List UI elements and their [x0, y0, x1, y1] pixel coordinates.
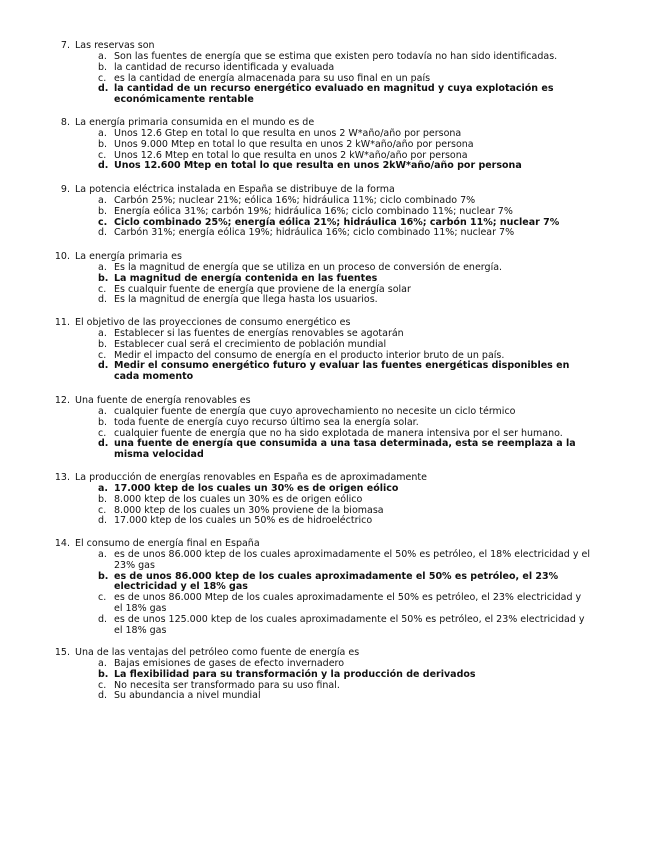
- option-letter: b.: [98, 493, 108, 505]
- option-letter: a.: [98, 195, 107, 206]
- option-text: una fuente de energía que consumida a una tasa determinada, esta se reemplaza a la misma velocidad: [114, 438, 576, 461]
- question-11: [52, 318, 622, 383]
- option-letter: b.: [98, 138, 108, 150]
- question-number: 15.: [54, 647, 70, 658]
- option-letter: b.: [98, 205, 108, 217]
- question-9: [52, 185, 622, 239]
- option-d: [52, 615, 622, 637]
- option-text: 17.000 ktep de los cuales un 30% es de origen eólico: [114, 483, 399, 494]
- question-text: Una fuente de energía renovables es: [75, 395, 251, 406]
- question-text: La energía primaria es: [75, 251, 182, 262]
- question-text: La potencia eléctrica instalada en España se distribuye de la forma: [75, 184, 395, 195]
- option-d-correct: [52, 361, 622, 383]
- option-text: 8.000 ktep de los cuales un 30% es de origen eólico: [114, 493, 363, 505]
- option-text: Bajas emisiones de gases de efecto invernadero: [114, 658, 345, 669]
- option-b: [52, 140, 622, 151]
- question-number: 8.: [60, 117, 70, 128]
- question-12: [52, 396, 622, 461]
- option-letter: c.: [98, 427, 107, 439]
- option-text: Es la magnitud de energía que se utiliza en un proceso de conversión de energía.: [114, 262, 503, 273]
- option-letter: c.: [98, 149, 107, 161]
- option-text: es de unos 125.000 ktep de los cuales aproximadamente el 50% es petróleo, el 23% electricidad y el 18% gas: [114, 613, 585, 636]
- question-number: 14.: [54, 538, 70, 549]
- question-14: [52, 539, 622, 636]
- question-number: 9.: [60, 184, 70, 195]
- question-text: Las reservas son: [75, 40, 155, 51]
- option-letter: c.: [98, 216, 108, 228]
- option-d: [52, 516, 622, 527]
- option-b: [52, 495, 622, 506]
- question-8: [52, 118, 622, 172]
- option-b: [52, 63, 622, 74]
- option-d-correct: [52, 439, 622, 461]
- option-letter: c.: [98, 283, 107, 295]
- option-d: [52, 691, 622, 702]
- option-text: Medir el impacto del consumo de energía en el producto interior bruto de un país.: [114, 349, 505, 361]
- option-letter: a.: [98, 549, 107, 560]
- option-letter: b.: [98, 668, 109, 680]
- option-letter: a.: [98, 328, 107, 339]
- option-d: [52, 295, 622, 306]
- option-d-correct: [52, 161, 622, 172]
- option-letter: b.: [98, 570, 109, 582]
- question-number: 10.: [54, 251, 70, 262]
- option-text: Carbón 25%; nuclear 21%; eólica 16%; hidráulica 11%; ciclo combinado 7%: [114, 195, 476, 206]
- option-text: Ciclo combinado 25%; energía eólica 21%; hidráulica 16%; carbón 11%; nuclear 7%: [114, 216, 560, 228]
- question-number: 13.: [54, 472, 70, 483]
- option-letter: c.: [98, 679, 107, 691]
- option-text: es de unos 86.000 Mtep de los cuales aproximadamente el 50% es petróleo, el 23% electricidad y el 18% gas: [114, 592, 582, 614]
- option-d: [52, 228, 622, 239]
- option-d-correct: [52, 84, 622, 106]
- question-number: 12.: [54, 395, 70, 406]
- option-text: Carbón 31%; energía eólica 19%; hidráulica 16%; ciclo combinado 11%; nuclear 7%: [114, 227, 515, 239]
- option-letter: a.: [98, 51, 107, 62]
- option-letter: c.: [98, 592, 107, 604]
- option-text: Unos 12.600 Mtep en total lo que resulta en unos 2kW*año/año por persona: [114, 160, 522, 172]
- option-text: 8.000 ktep de los cuales un 30% proviene de la biomasa: [114, 504, 384, 516]
- option-text: la cantidad de recurso identificada y evaluada: [114, 61, 335, 73]
- option-text: es la cantidad de energía almacenada para su uso final en un país: [114, 72, 431, 84]
- option-letter: d.: [98, 360, 109, 372]
- option-text: Energía eólica 31%; carbón 19%; hidráulica 16%; ciclo combinado 11%; nuclear 7%: [114, 205, 513, 217]
- option-letter: c.: [98, 72, 107, 84]
- option-letter: d.: [98, 294, 108, 306]
- option-letter: b.: [98, 272, 109, 284]
- option-letter: d.: [98, 690, 108, 702]
- option-letter: b.: [98, 61, 108, 73]
- option-text: toda fuente de energía cuyo recurso último sea la energía solar.: [114, 416, 419, 428]
- option-text: Son las fuentes de energía que se estima que existen pero todavía no han sido identificadas.: [114, 51, 558, 62]
- option-letter: b.: [98, 416, 108, 428]
- option-text: Unos 12.6 Gtep en total lo que resulta en unos 2 W*año/año por persona: [114, 128, 462, 139]
- question-15: [52, 648, 622, 702]
- option-letter: c.: [98, 504, 107, 516]
- option-b-correct: [52, 274, 622, 285]
- question-text: El consumo de energía final en España: [75, 538, 260, 549]
- option-letter: d.: [98, 515, 108, 527]
- question-10: [52, 252, 622, 306]
- option-text: La magnitud de energía contenida en las fuentes: [114, 272, 378, 284]
- option-letter: d.: [98, 83, 109, 95]
- option-letter: a.: [98, 128, 107, 139]
- option-text: la cantidad de un recurso energético evaluado en magnitud y cuya explotación es económicamente rentable: [114, 83, 554, 106]
- option-b: [52, 418, 622, 429]
- question-number: 7.: [60, 40, 70, 51]
- question-number: 11.: [54, 317, 70, 328]
- option-b-correct: [52, 572, 622, 594]
- option-b: [52, 340, 622, 351]
- option-text: Establecer cual será el crecimiento de población mundial: [114, 338, 387, 350]
- option-letter: a.: [98, 483, 109, 494]
- option-a: [52, 550, 622, 572]
- option-text: es de unos 86.000 ktep de los cuales aproximadamente el 50% es petróleo, el 23% electricidad y el 18% gas: [114, 570, 559, 593]
- option-text: cualquier fuente de energía que no ha sido explotada de manera intensiva por el ser humano.: [114, 427, 563, 439]
- option-text: No necesita ser transformado para su uso final.: [114, 679, 340, 691]
- option-text: cualquier fuente de energía que cuyo aprovechamiento no necesite un ciclo térmico: [114, 406, 516, 417]
- option-b-correct: [52, 670, 622, 681]
- question-text: La producción de energías renovables en España es de aproximadamente: [75, 472, 427, 483]
- option-text: Unos 9.000 Mtep en total lo que resulta en unos 2 kW*año/año por persona: [114, 138, 474, 150]
- option-letter: c.: [98, 349, 107, 361]
- question-13: [52, 473, 622, 527]
- question-text: La energía primaria consumida en el mundo es de: [75, 117, 315, 128]
- option-text: 17.000 ktep de los cuales un 50% es de hidroeléctrico: [114, 515, 373, 527]
- option-text: La flexibilidad para su transformación y la producción de derivados: [114, 668, 476, 680]
- question-text: El objetivo de las proyecciones de consumo energético es: [75, 317, 351, 328]
- option-c: [52, 593, 622, 615]
- option-text: Es cualquir fuente de energía que proviene de la energía solar: [114, 283, 411, 295]
- option-letter: d.: [98, 438, 109, 450]
- option-letter: d.: [98, 613, 108, 625]
- option-letter: a.: [98, 658, 107, 669]
- question-text: Una de las ventajas del petróleo como fuente de energía es: [75, 647, 360, 658]
- option-text: Su abundancia a nivel mundial: [114, 690, 261, 702]
- option-text: Medir el consumo energético futuro y evaluar las fuentes energéticas disponibles en cada momento: [114, 360, 570, 383]
- option-letter: b.: [98, 338, 108, 350]
- option-b: [52, 207, 622, 218]
- option-text: Es la magnitud de energía que llega hasta los usuarios.: [114, 294, 378, 306]
- option-text: Establecer si las fuentes de energías renovables se agotarán: [114, 328, 404, 339]
- option-text: es de unos 86.000 ktep de los cuales aproximadamente el 50% es petróleo, el 18% electricidad y el 23% gas: [114, 549, 590, 571]
- question-7: [52, 41, 622, 106]
- option-text: Unos 12.6 Mtep en total lo que resulta en unos 2 kW*año/año por persona: [114, 149, 468, 161]
- option-letter: d.: [98, 160, 109, 172]
- option-letter: a.: [98, 406, 107, 417]
- option-letter: d.: [98, 227, 108, 239]
- option-letter: a.: [98, 262, 107, 273]
